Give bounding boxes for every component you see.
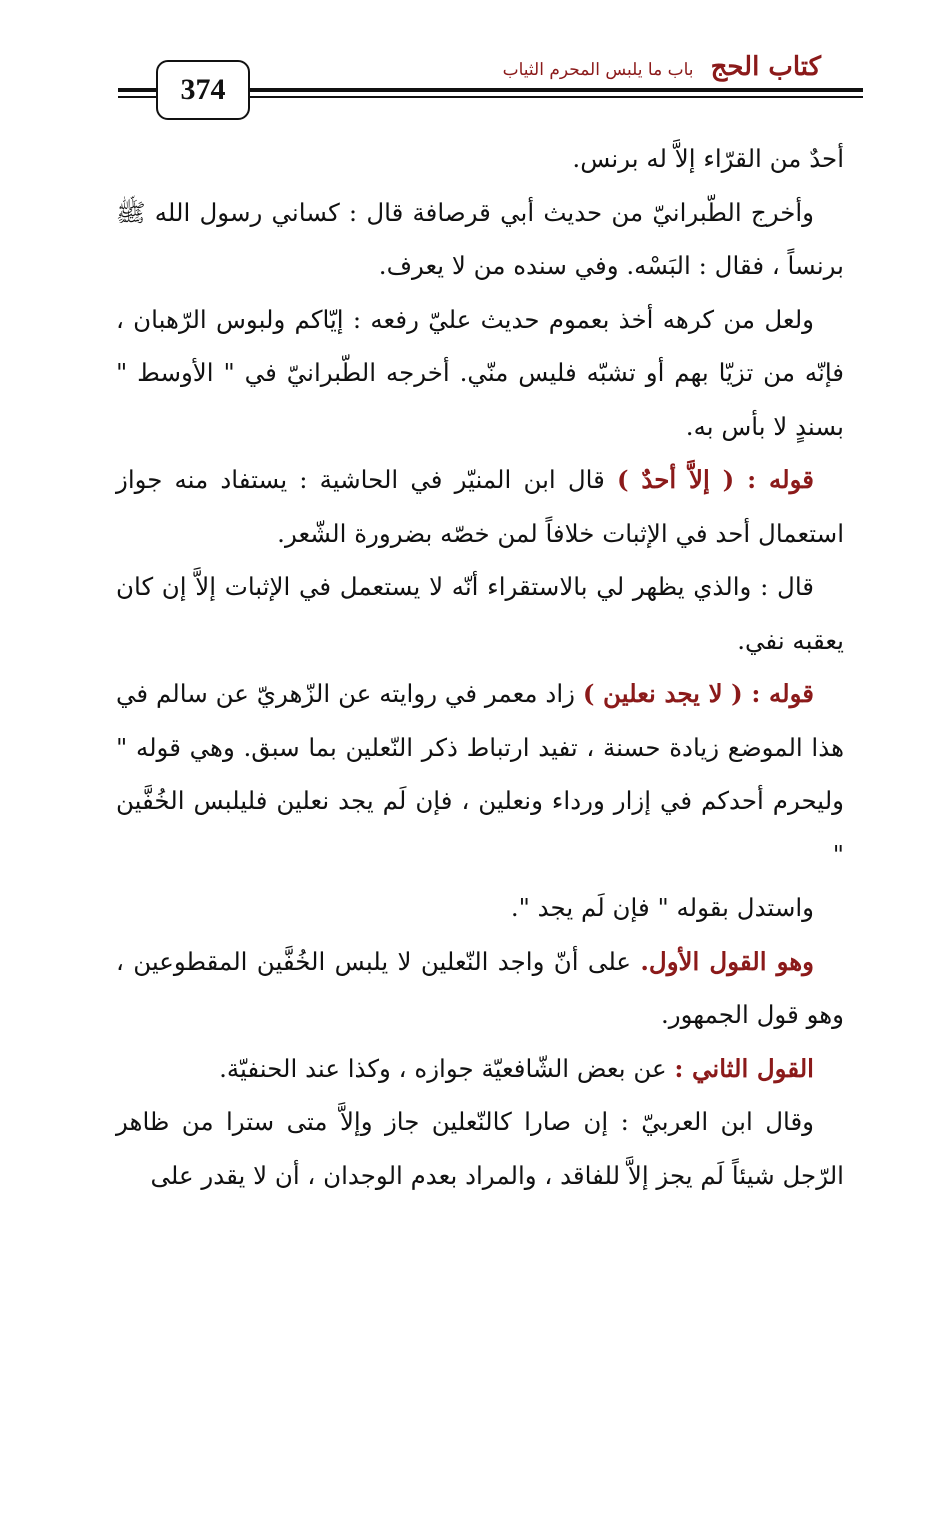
paragraph-5 (116, 560, 844, 667)
paragraph-lead: وهو القول الأول. (640, 946, 814, 976)
page-body (116, 132, 844, 1202)
paragraph-text: زاد معمر في روايته عن الزّهريّ عن سالم في هذا الموضع زيادة حسنة ، تفيد ارتباط ذكر النّعلين بما سبق. وهي قوله " وليحرم أحدكم في إزار ورداء ونعلين ، فإن لَم يجد نعلين فليلبس الخُفَّين " (116, 679, 844, 869)
paragraph-lead: قوله : ( إلاَّ أحدٌ ) (616, 465, 814, 494)
paragraph-text: على أنّ واجد النّعلين لا يلبس الخُفَّين المقطوعين ، وهو قول الجمهور. (116, 946, 844, 1029)
paragraph-text: واستدل بقوله " فإن لَم يجد ". (510, 893, 814, 922)
page-number: 374 (180, 73, 226, 106)
paragraph-text: قال : والذي يظهر لي بالاستقراء أنّه لا يستعمل في الإثبات إلاَّ إن كان يعقبه نفي. (116, 572, 844, 655)
paragraph-10 (116, 1095, 844, 1202)
paragraph-lead: قوله : ( لا يجد نعلين ) (582, 679, 814, 708)
paragraph-7 (116, 881, 844, 935)
paragraph-text: وأخرج الطّبرانيّ من حديث أبي قرصافة قال : كساني رسول الله ﷺ برنساً ، فقال : البَسْه. وفي سنده من لا يعرف. (116, 197, 844, 280)
book-title: كتاب الحج (710, 52, 821, 82)
paragraph-9 (116, 1042, 844, 1096)
chapter-title: باب ما يلبس المحرم الثياب (502, 60, 694, 80)
paragraph-3 (116, 293, 844, 454)
page-number-box (156, 60, 250, 120)
paragraph-1 (116, 132, 844, 186)
paragraph-text: عن بعض الشّافعيّة جوازه ، وكذا عند الحنفيّة. (219, 1053, 667, 1083)
running-head (503, 52, 821, 82)
paragraph-2 (116, 186, 844, 293)
paragraph-text: وقال ابن العربيّ : إن صارا كالنّعلين جاز وإلاَّ متى سترا من ظاهر الرّجل شيئاً لَم يجز إلاَّ للفاقد ، والمراد بعدم الوجدان ، أن لا يقدر على (116, 1107, 844, 1190)
paragraph-text: قال ابن المنيّر في الحاشية : يستفاد منه جواز استعمال أحد في الإثبات خلافاً لمن خصّه بضرورة الشّعر. (116, 465, 844, 548)
paragraph-text: ولعل من كرهه أخذ بعموم حديث عليّ رفعه : إيّاكم ولبوس الرّهبان ، فإنّه من تزيّا بهم أو تشبّه فليس منّي. أخرجه الطّبرانيّ في " الأوسط " بسندٍ لا بأس به. (116, 304, 844, 441)
paragraph-lead: القول الثاني : (674, 1053, 814, 1083)
paragraph-text: أحدٌ من القرّاء إلاَّ له برنس. (572, 144, 844, 173)
paragraph-8 (116, 935, 844, 1042)
paragraph-4 (116, 453, 844, 560)
page-header (0, 0, 945, 130)
paragraph-6 (116, 667, 844, 881)
